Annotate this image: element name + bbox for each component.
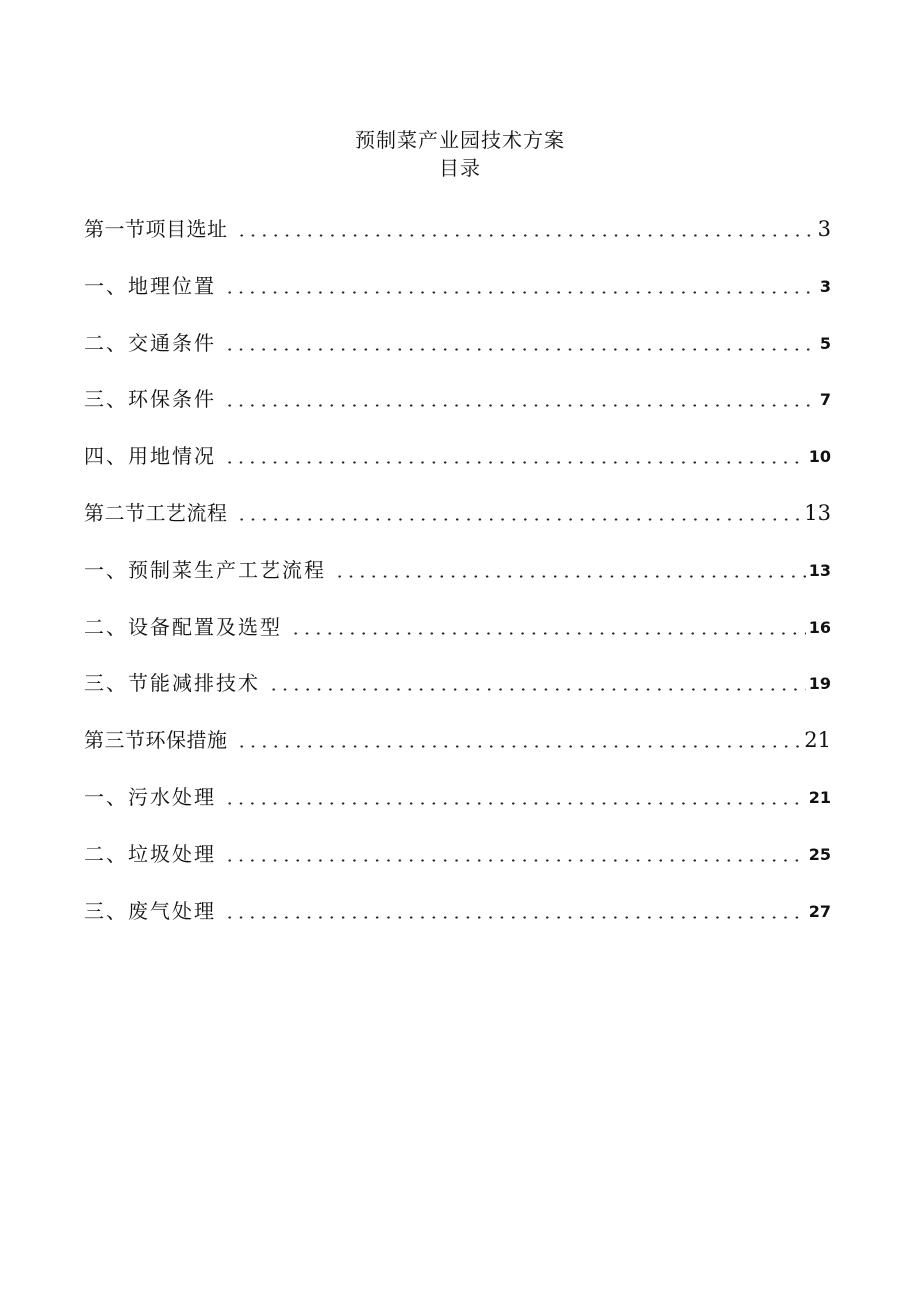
toc-entry-label: 一、预制菜生产工艺流程 (84, 557, 326, 582)
toc-subsection-entry[interactable] (84, 382, 831, 439)
toc-page-number: 5 (819, 333, 831, 353)
toc-page-number: 21 (808, 787, 831, 807)
toc-subsection-entry[interactable] (84, 666, 831, 723)
toc-page-number: 16 (808, 617, 831, 637)
dot-leader (222, 894, 806, 928)
toc-page-number: 13 (804, 500, 831, 525)
toc-entry-label: 二、设备配置及选型 (84, 614, 282, 639)
toc-section-entry[interactable] (84, 212, 831, 269)
toc-subsection-entry[interactable] (84, 326, 831, 383)
toc-entry-label: 二、垃圾处理 (84, 841, 216, 866)
toc-section-entry[interactable] (84, 496, 831, 553)
dot-leader (234, 723, 802, 757)
dot-leader (222, 439, 806, 473)
toc-page-number: 7 (819, 390, 831, 410)
dot-leader (222, 780, 806, 814)
toc-subsection-entry[interactable] (84, 439, 831, 496)
toc-subsection-entry[interactable] (84, 269, 831, 326)
toc-entry-label: 第一节项目选址 (84, 217, 228, 241)
toc-page-number: 10 (808, 447, 831, 467)
toc-entry-label: 二、交通条件 (84, 330, 216, 355)
toc-page-number: 21 (804, 728, 831, 753)
toc-page-number: 13 (808, 560, 831, 580)
toc-entry-label: 三、环保条件 (84, 387, 216, 412)
dot-leader (222, 269, 817, 303)
toc-entry-label: 四、用地情况 (84, 444, 216, 469)
toc-subsection-entry[interactable] (84, 610, 831, 667)
toc-entry-label: 一、污水处理 (84, 784, 216, 809)
toc-subsection-entry[interactable] (84, 780, 831, 837)
table-of-contents (84, 212, 831, 950)
toc-page-number: 19 (808, 674, 831, 694)
toc-section-entry[interactable] (84, 723, 831, 780)
dot-leader (234, 496, 802, 530)
toc-subsection-entry[interactable] (84, 553, 831, 610)
toc-entry-label: 第二节工艺流程 (84, 500, 228, 525)
dot-leader (266, 666, 806, 700)
document-title: 预制菜产业园技术方案 (355, 128, 565, 152)
toc-subsection-entry[interactable] (84, 894, 831, 951)
toc-subsection-entry[interactable] (84, 837, 831, 894)
dot-leader (222, 326, 817, 360)
dot-leader (332, 553, 806, 587)
dot-leader (222, 837, 806, 871)
toc-page-number: 25 (808, 844, 831, 864)
toc-entry-label: 一、地理位置 (84, 273, 216, 298)
toc-entry-label: 三、节能减排技术 (84, 671, 260, 696)
toc-entry-label: 三、废气处理 (84, 898, 216, 923)
dot-leader (222, 382, 817, 416)
toc-page-number: 27 (808, 901, 831, 921)
dot-leader (288, 610, 806, 644)
toc-entry-label: 第三节环保措施 (84, 728, 228, 753)
toc-heading: 目录 (439, 156, 481, 180)
toc-page-number: 3 (817, 217, 831, 241)
toc-page-number: 3 (819, 276, 831, 296)
dot-leader (234, 212, 815, 246)
